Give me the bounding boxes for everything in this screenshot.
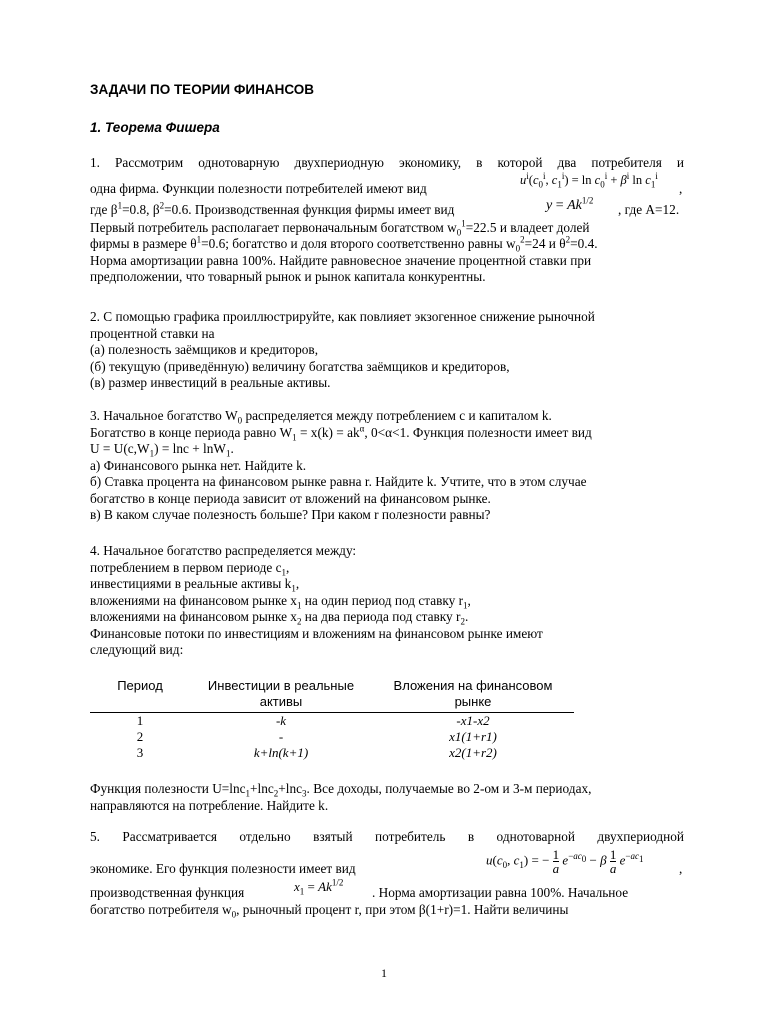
problem-4 <box>90 543 684 659</box>
problem-4-line: Функция полезности U=lnc$_1$+lnc$_2$+lnc$_3$. Все доходы, получаемые во 2-ом и 3-м периодах, <box>90 781 592 799</box>
problem-4-line: потреблением в первом периоде $c_1$, <box>90 559 290 578</box>
problem-3 <box>90 408 684 524</box>
problem-2-line: (а) полезность заёмщиков и кредиторов, <box>90 342 319 357</box>
problem-3-line: $U = U(c,W_1) = \ln c + \ln W_1$. <box>90 441 234 459</box>
problem-5-line: экономике. Его функция полезности имеет вид $u(c_0$, $c_1$) = − $\frac{1}{a} e^{-ac_0} - \beta$ $\frac{1}{a} e^{-ac_1}$ , <box>90 846 683 876</box>
table-header: Вложения на финансовом рынке <box>372 678 574 713</box>
problem-3-line: в) В каком случае полезность больше? При каком r полезности равны? <box>90 507 491 522</box>
table-header: Инвестиции в реальные активы <box>190 678 372 713</box>
problem-4-line: направляются на потребление. Найдите k. <box>90 797 329 813</box>
problem-5 <box>90 829 684 918</box>
problem-1-line: 1. Рассмотрим однотоварную двухпериодную экономику, в которой два потребителя и <box>90 155 684 170</box>
table-row: 3 k+ln(k+1) x2(1+r2) <box>136 745 497 760</box>
problem-4-line: вложениями на финансовом рынке $x_2$ на два периода под ставку $r_2$. <box>90 609 469 627</box>
problem-2 <box>90 309 684 392</box>
problem-2-line: процентной ставки на <box>90 325 215 341</box>
financial-flows-table <box>90 678 574 761</box>
problem-5-line: 5. Рассматривается отдельно взятый потребитель в однотоварной двухпериодной <box>90 829 684 844</box>
problem-1-line: где $\beta^1=0.8$, $\beta^2=0.6$. Производственная функция фирмы имеет вид $y = Ak^{1/2}$ , где A=12. <box>90 194 680 217</box>
problem-3-line: а) Финансового рынка нет. Найдите k. <box>90 457 307 473</box>
problem-1-line: одна фирма. Функции полезности потребителей имеют вид $u^i(c_0^i$, $c_1^i) = \ln c_0^i + \beta^i$ $\ln c_1^i$ , <box>90 170 683 196</box>
problem-4-line: инвестициями в реальные активы $k_1$, <box>90 576 300 594</box>
section-heading: 1. Теорема Фишера <box>90 120 220 135</box>
problem-5-line: производственная функция $x_1 = Ak^{1/2}$ . Норма амортизации равна 100%. Начальное <box>90 880 684 902</box>
problem-1-line: Норма амортизации равна 100%. Найдите равновесное значение процентной ставки при <box>90 252 592 268</box>
utility-formula: $u(c_0$, $c_1$) = − $\frac{1}{a} e^{-ac_0} - \beta$ $\frac{1}{a} e^{-ac_1}$ <box>486 846 644 876</box>
production-formula: $y = Ak^{1/2}$ <box>546 194 594 213</box>
table-row: 1 -k -x1-x2 <box>136 713 490 728</box>
document-title: ЗАДАЧИ ПО ТЕОРИИ ФИНАНСОВ <box>90 82 314 97</box>
problem-4-continued <box>90 781 684 814</box>
problem-3-line: б) Ставка процента на финансовом рынке равна r. Найдите k. Учтите, что в этом случае <box>90 474 587 489</box>
utility-formula: $u^i(c_0^i$, $c_1^i) = \ln c_0^i + \beta^i$ $\ln c_1^i$ <box>520 170 658 189</box>
production-formula: $x_1 = Ak^{1/2}$ <box>294 877 344 897</box>
problem-1 <box>90 155 684 286</box>
problem-3-line: богатство в конце периода зависит от вложений на финансовом рынке. <box>90 490 491 506</box>
problem-4-line: Финансовые потоки по инвестициям и вложениям на финансовом рынке имеют <box>90 625 543 641</box>
problem-4-line: 4. Начальное богатство распределяется между: <box>90 543 357 558</box>
problem-5-line: богатство потребителя $w_0$, рыночный процент r, при этом β(1+r)=1. Найти величины <box>90 901 569 920</box>
problem-3-line: 3. Начальное богатство $W_0$ распределяется между потреблением c и капиталом k. <box>90 408 552 426</box>
problem-4-line: вложениями на финансовом рынке $x_1$ на один период под ставку $r_1$, <box>90 592 471 611</box>
problem-1-line: фирмы в размере $\theta^1=0.6$; богатство и доля второго соответственно равны $w_0^2=24$ и $\theta^2=0.4$. <box>90 234 598 254</box>
table-header: Период <box>90 678 190 713</box>
problem-2-line: 2. С помощью графика проиллюстрируйте, как повлияет экзогенное снижение рыночной <box>90 309 595 324</box>
problem-2-line: (в) размер инвестиций в реальные активы. <box>90 375 331 390</box>
problem-2-line: (б) текущую (приведённую) величину богатства заёмщиков и кредиторов, <box>90 358 510 374</box>
problem-3-line: Богатство в конце периода равно $W_1 = x(k) = ak^\alpha$, 0<α<1. Функция полезности имеет вид <box>90 423 592 443</box>
problem-1-line: предположении, что товарный рынок и рынок капитала конкурентны. <box>90 269 486 284</box>
table-row: 2 - x1(1+r1) <box>136 729 497 744</box>
problem-1-line: Первый потребитель располагает первоначальным богатством $w_0^1=22.5$ и владеет долей <box>90 218 590 238</box>
page-number: 1 <box>381 966 387 980</box>
problem-4-line: следующий вид: <box>90 642 184 657</box>
